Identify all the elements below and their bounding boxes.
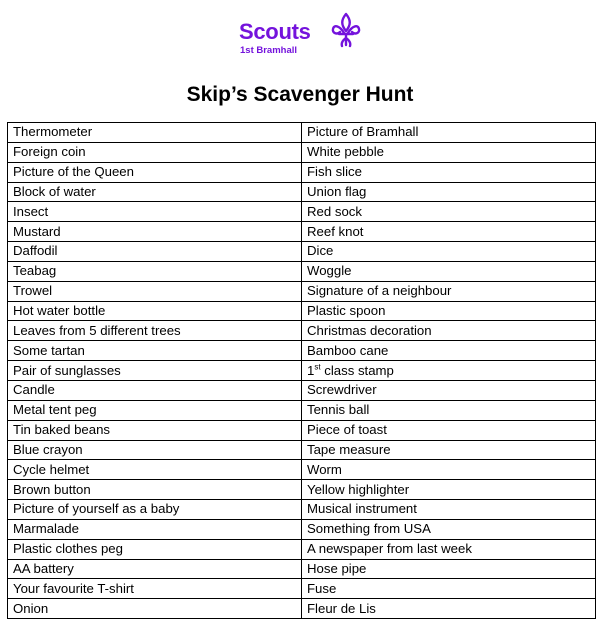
item-left: Leaves from 5 different trees	[8, 321, 302, 341]
table-row	[8, 519, 596, 539]
table-row	[8, 341, 596, 361]
item-right: A newspaper from last week	[302, 539, 596, 559]
table-row	[8, 480, 596, 500]
item-right: Signature of a neighbour	[302, 281, 596, 301]
item-left: Hot water bottle	[8, 301, 302, 321]
table-row	[8, 202, 596, 222]
item-left: Daffodil	[8, 242, 302, 262]
item-right: Screwdriver	[302, 380, 596, 400]
item-right: Fish slice	[302, 162, 596, 182]
table-row	[8, 123, 596, 143]
table-body	[8, 123, 596, 619]
item-right: Something from USA	[302, 519, 596, 539]
item-right: Tennis ball	[302, 400, 596, 420]
item-right-suffix: class stamp	[320, 362, 394, 378]
item-left: Teabag	[8, 261, 302, 281]
table-row	[8, 539, 596, 559]
table-row	[8, 460, 596, 480]
item-right: Piece of toast	[302, 420, 596, 440]
item-left: Marmalade	[8, 519, 302, 539]
item-right: Plastic spoon	[302, 301, 596, 321]
item-right: Christmas decoration	[302, 321, 596, 341]
item-left: Candle	[8, 380, 302, 400]
item-left: Picture of the Queen	[8, 162, 302, 182]
item-left: Onion	[8, 599, 302, 619]
item-right: Fuse	[302, 579, 596, 599]
item-right: Bamboo cane	[302, 341, 596, 361]
scouts-logo	[239, 12, 361, 58]
item-right: Musical instrument	[302, 500, 596, 520]
item-right	[302, 361, 596, 381]
table-row	[8, 380, 596, 400]
item-left: Some tartan	[8, 341, 302, 361]
table-row	[8, 599, 596, 619]
item-right: Woggle	[302, 261, 596, 281]
item-right-prefix: 1	[307, 362, 315, 378]
item-left: Picture of yourself as a baby	[8, 500, 302, 520]
item-right: Red sock	[302, 202, 596, 222]
item-left: Trowel	[8, 281, 302, 301]
table-row	[8, 579, 596, 599]
item-left: Plastic clothes peg	[8, 539, 302, 559]
scavenger-hunt-table	[7, 122, 596, 619]
table-row	[8, 162, 596, 182]
table-row	[8, 242, 596, 262]
item-right: White pebble	[302, 142, 596, 162]
item-left: Tin baked beans	[8, 420, 302, 440]
table-row	[8, 321, 596, 341]
table-row	[8, 361, 596, 381]
item-left: Foreign coin	[8, 142, 302, 162]
table-row	[8, 182, 596, 202]
item-right: Reef knot	[302, 222, 596, 242]
ordinal-suffix: st	[314, 362, 321, 372]
table-row	[8, 301, 596, 321]
item-left: Insect	[8, 202, 302, 222]
table-row	[8, 261, 596, 281]
item-right: Dice	[302, 242, 596, 262]
table-row	[8, 420, 596, 440]
scouts-wordmark: Scouts	[239, 19, 311, 44]
group-name: 1st Bramhall	[240, 45, 298, 56]
item-left: Block of water	[8, 182, 302, 202]
item-left: Mustard	[8, 222, 302, 242]
item-left: Thermometer	[8, 123, 302, 143]
item-left: Metal tent peg	[8, 400, 302, 420]
item-right: Union flag	[302, 182, 596, 202]
item-left: AA battery	[8, 559, 302, 579]
item-right: Worm	[302, 460, 596, 480]
table-row	[8, 400, 596, 420]
item-right: Fleur de Lis	[302, 599, 596, 619]
item-left: Your favourite T-shirt	[8, 579, 302, 599]
table-row	[8, 142, 596, 162]
item-left: Pair of sunglasses	[8, 361, 302, 381]
table-row	[8, 222, 596, 242]
page-title: Skip’s Scavenger Hunt	[186, 83, 414, 106]
item-left: Brown button	[8, 480, 302, 500]
table-row	[8, 559, 596, 579]
item-right: Tape measure	[302, 440, 596, 460]
table-row	[8, 440, 596, 460]
fleur-de-lis-icon	[331, 12, 361, 48]
item-right: Yellow highlighter	[302, 480, 596, 500]
item-left: Cycle helmet	[8, 460, 302, 480]
table-row	[8, 500, 596, 520]
item-right: Picture of Bramhall	[302, 123, 596, 143]
item-left: Blue crayon	[8, 440, 302, 460]
table-row	[8, 281, 596, 301]
item-right: Hose pipe	[302, 559, 596, 579]
